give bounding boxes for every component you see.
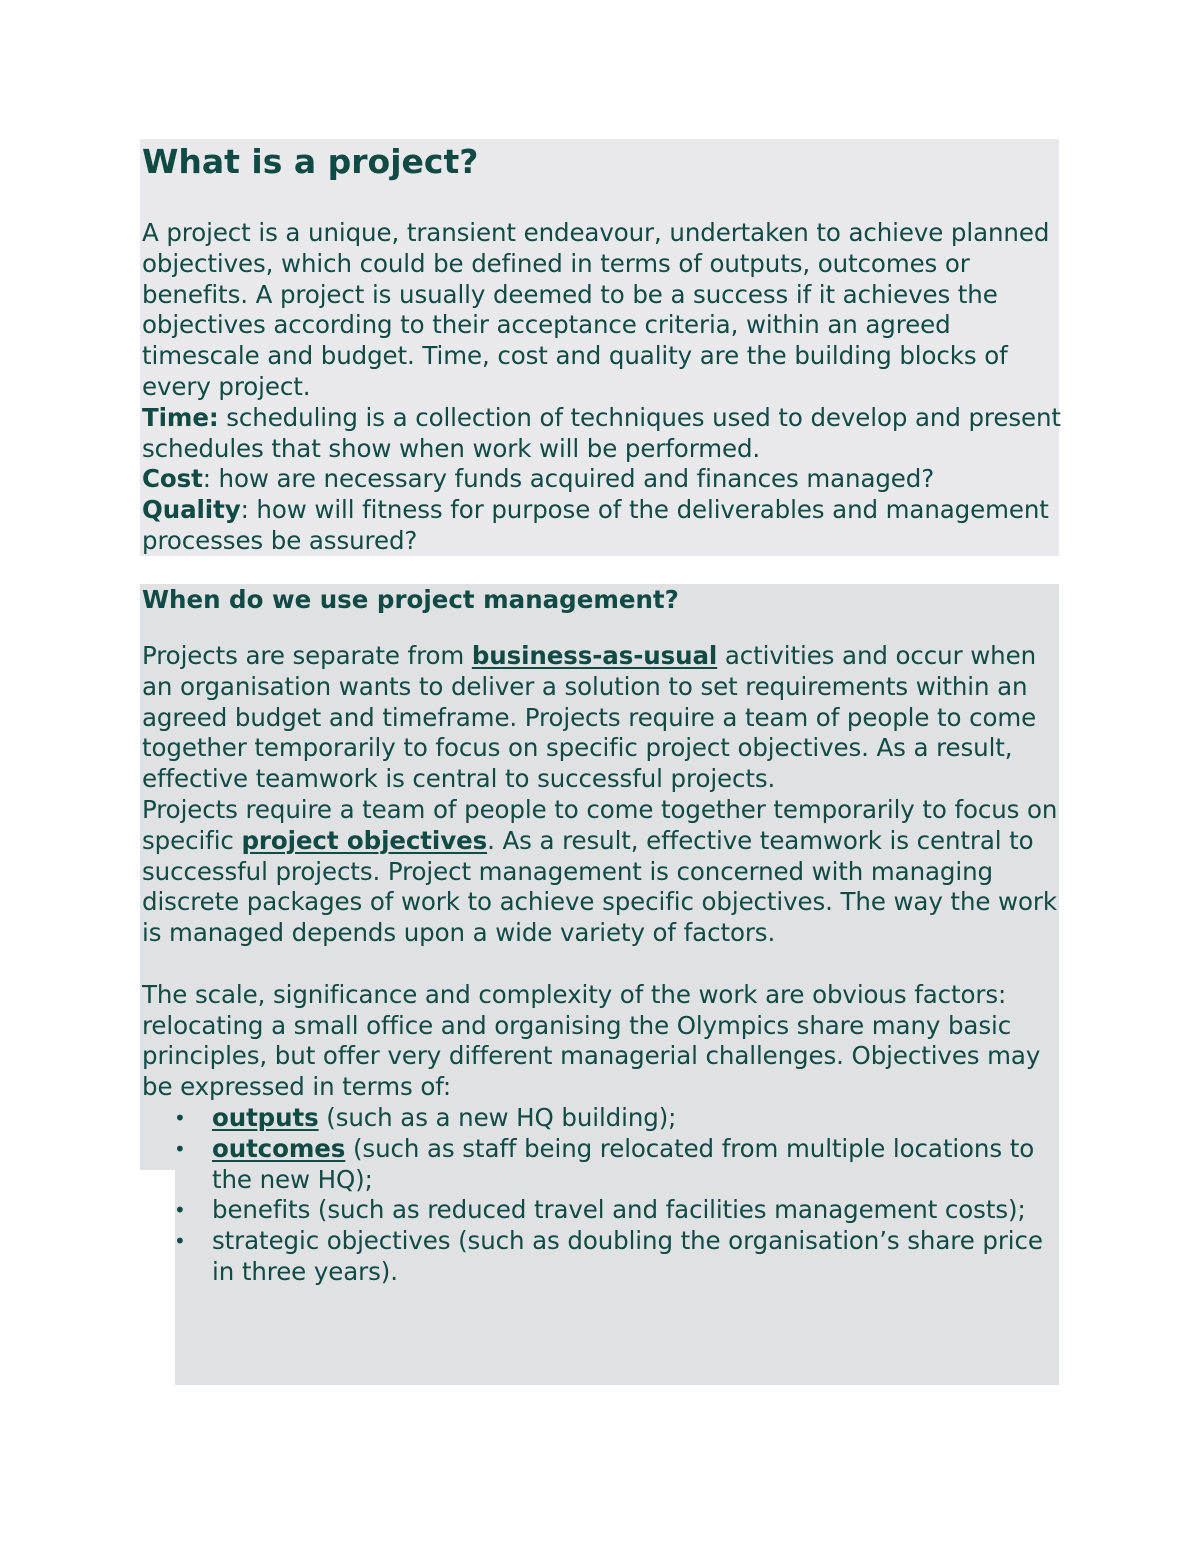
project-objectives-paragraph bbox=[142, 795, 1062, 949]
p1-text-pre: Projects are separate from bbox=[142, 641, 472, 670]
section-when-use-pm-body bbox=[142, 641, 1062, 1288]
list-item bbox=[174, 1226, 1062, 1288]
p1-text-post: activities and occur when an organisation wants to deliver a solution to set requirements within an agreed budget and timeframe. Projects require a team of people to come together temporarily to focus on specific project objectives. As a result, effective teamwork is central to successful projects. bbox=[142, 641, 1037, 794]
cost-text: : how are necessary funds acquired and finances managed? bbox=[202, 464, 935, 494]
time-text: scheduling is a collection of techniques used to develop and present schedules that show when work will be performed. bbox=[142, 402, 1061, 463]
bullet-icon: • bbox=[174, 1198, 186, 1223]
cost-label: Cost bbox=[142, 464, 203, 494]
p2-text-pre: Projects require a team of people to come together temporarily to focus on specific bbox=[142, 794, 1058, 855]
list-item bbox=[174, 1133, 1062, 1196]
list-item-text: strategic objectives (such as doubling the organisation’s share price in three years). bbox=[212, 1226, 1043, 1286]
project-objectives-link[interactable]: project objectives bbox=[241, 825, 488, 855]
bullet-icon: • bbox=[174, 1136, 186, 1161]
quality-label: Quality bbox=[142, 495, 241, 525]
outcomes-link[interactable]: outcomes bbox=[212, 1133, 346, 1163]
section-heading-when-use-pm: When do we use project management? bbox=[142, 585, 679, 614]
business-as-usual-paragraph bbox=[142, 641, 1062, 795]
list-item-text: (such as a new HQ building); bbox=[318, 1102, 677, 1132]
outputs-link[interactable]: outputs bbox=[212, 1102, 319, 1132]
scale-paragraph: The scale, significance and complexity of the work are obvious factors: relocating a small office and organising the Olympics share many basic principles, but offer very different managerial challenges. Objectives may be expressed in terms of: bbox=[142, 979, 1041, 1102]
paragraph-gap bbox=[142, 949, 1062, 980]
cost-paragraph bbox=[142, 464, 1062, 495]
time-label: Time: bbox=[142, 402, 219, 432]
bullet-icon: • bbox=[174, 1105, 186, 1130]
p2-text-post: . As a result, effective teamwork is central to successful projects. Project management is concerned with managing discrete packages of work to achieve specific objectives. The way the work is managed depends upon a wide variety of factors. bbox=[142, 825, 1057, 948]
list-item bbox=[174, 1102, 1062, 1134]
intro-paragraph: A project is a unique, transient endeavour, undertaken to achieve planned objectives, which could be defined in terms of outputs, outcomes or benefits. A project is usually deemed to be a success if it achieves the objectives according to their acceptance criteria, within an agreed timescale and budget. Time, cost and quality are the building blocks of every project. bbox=[142, 218, 1050, 401]
business-as-usual-link[interactable]: business-as-usual bbox=[471, 641, 718, 670]
objectives-list bbox=[142, 1103, 1062, 1288]
quality-paragraph bbox=[142, 495, 1062, 557]
section-what-is-project-body bbox=[142, 218, 1062, 557]
bullet-icon: • bbox=[174, 1229, 186, 1254]
list-item bbox=[174, 1195, 1062, 1226]
quality-text: : how will fitness for purpose of the deliverables and management processes be assured? bbox=[142, 495, 1049, 555]
page-title: What is a project? bbox=[142, 142, 479, 181]
list-item-text: benefits (such as reduced travel and facilities management costs); bbox=[212, 1195, 1026, 1225]
list-item-text: (such as staff being relocated from multiple locations to the new HQ); bbox=[212, 1133, 1035, 1194]
time-paragraph bbox=[142, 403, 1062, 465]
